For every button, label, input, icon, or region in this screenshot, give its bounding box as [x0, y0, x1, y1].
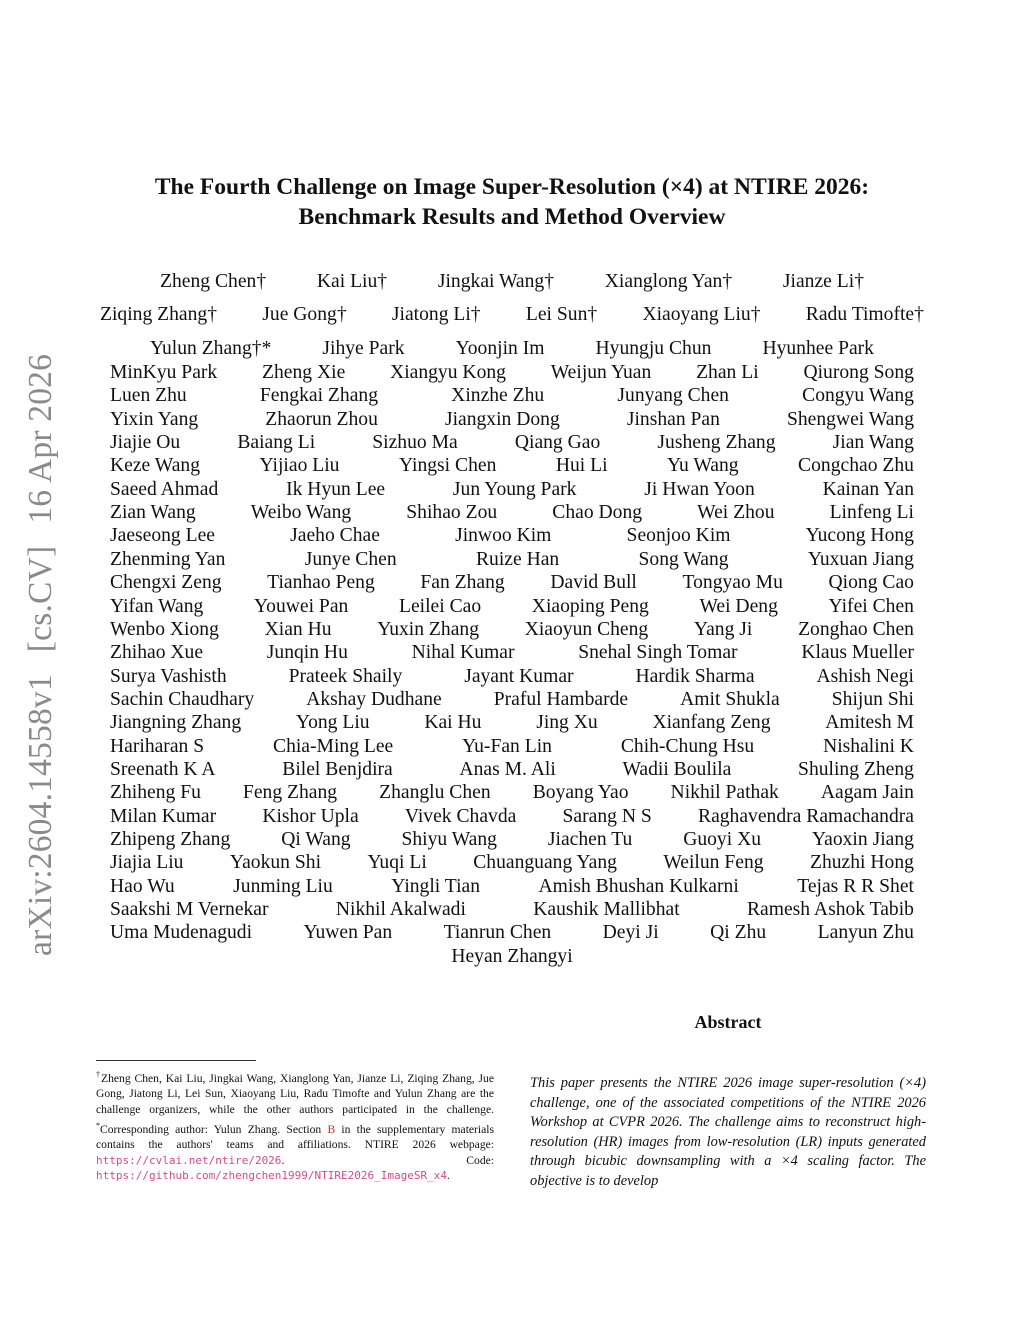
author-name: Seonjoo Kim	[626, 525, 731, 547]
author-name: Qi Zhu	[710, 922, 767, 944]
author-name: Yifan Wang	[110, 595, 204, 617]
author-row	[100, 689, 924, 712]
author-name: Xiaoyang Liu†	[642, 304, 761, 325]
author-name: Shiyu Wang	[401, 829, 497, 850]
author-name: Yixin Yang	[110, 408, 199, 430]
author-name: Qiong Cao	[828, 572, 914, 594]
author-name: Hyungju Chun	[595, 338, 712, 359]
author-name: Jun Young Park	[452, 478, 577, 500]
dagger-mark: †	[96, 1070, 101, 1079]
author-name: Akshay Dudhane	[306, 688, 442, 710]
author-name: Junye Chen	[304, 548, 397, 570]
author-name: Anas M. Ali	[459, 758, 556, 780]
author-name: Shijun Shi	[831, 688, 914, 710]
author-name: David Bull	[550, 572, 637, 594]
author-name: Zhiheng Fu	[110, 782, 201, 804]
author-row	[100, 666, 924, 689]
author-name: Shihao Zou	[406, 502, 498, 524]
author-name: Tejas R R Shet	[797, 875, 914, 897]
author-name: Jian Wang	[832, 432, 914, 454]
author-name: Congchao Zhu	[798, 455, 914, 477]
author-name: Jianze Li†	[782, 271, 864, 292]
author-row	[100, 642, 924, 665]
author-name: Jiangning Zhang	[110, 712, 242, 734]
author-row	[100, 712, 924, 735]
author-name: Ziqing Zhang†	[100, 304, 217, 325]
author-name: Zhanglu Chen	[379, 782, 491, 804]
author-row	[100, 338, 924, 361]
author-name: Wenbo Xiong	[110, 618, 219, 640]
author-name: Zheng Chen†	[160, 271, 267, 292]
title-line-1: The Fourth Challenge on Image Super-Resolution (×4) at NTIRE 2026:	[154, 174, 870, 200]
author-row	[100, 876, 924, 899]
code-link[interactable]: https://github.com/zhengchen1999/NTIRE2026_ImageSR_x4	[96, 1169, 447, 1183]
author-name: Tongyao Mu	[682, 572, 783, 594]
author-name: Sizhuo Ma	[372, 432, 458, 454]
star-mark: *	[96, 1120, 100, 1130]
author-name: Shengwei Wang	[786, 408, 914, 430]
arxiv-category: [cs.CV]	[22, 545, 59, 653]
author-name: Kaushik Mallibhat	[533, 899, 680, 921]
author-name: Raghavendra Ramachandra	[698, 805, 914, 827]
author-name: Chengxi Zeng	[110, 572, 222, 594]
author-name: Zhenming Yan	[110, 548, 226, 570]
author-name: Yucong Hong	[805, 525, 914, 547]
author-name: Nikhil Pathak	[670, 782, 779, 804]
author-name: Yu-Fan Lin	[462, 735, 552, 757]
author-name: Deyi Ji	[602, 922, 659, 944]
author-row	[100, 759, 924, 782]
author-name: Nikhil Akalwadi	[335, 899, 466, 921]
paper-title	[100, 172, 924, 232]
author-row	[100, 479, 924, 502]
author-row	[100, 596, 924, 619]
author-name: Weibo Wang	[250, 502, 352, 524]
author-name: Praful Hambarde	[493, 688, 629, 710]
author-name: Weijun Yuan	[550, 362, 652, 383]
author-name: Jing Xu	[536, 712, 598, 734]
author-name: Baiang Li	[237, 432, 316, 454]
author-name: Chih-Chung Hsu	[620, 735, 755, 757]
author-name: Xiangyu Kong	[390, 362, 506, 383]
author-row	[100, 572, 924, 595]
author-name: Jinshan Pan	[626, 408, 720, 430]
author-name: Jaeseong Lee	[110, 525, 215, 547]
footnote	[96, 1067, 494, 1184]
author-name: Aagam Jain	[820, 782, 914, 804]
author-name: Zonghao Chen	[798, 618, 914, 640]
author-name: Yuxuan Jiang	[807, 548, 914, 570]
author-name: Hyunhee Park	[762, 338, 874, 359]
footnote-organizers: Zheng Chen, Kai Liu, Jingkai Wang, Xianglong Yan, Jianze Li, Ziqing Zhang, Jue Gong, Jiatong Li, Lei Sun, Xiaoyang Liu, Radu Timofte and Yulun Zhang are the challenge organizers, while the other authors participated in the challenge.	[96, 1071, 494, 1117]
author-name: Yong Liu	[295, 712, 370, 734]
author-name: Guoyi Xu	[683, 829, 762, 850]
arxiv-date: 16 Apr 2026	[22, 353, 59, 524]
author-row	[100, 619, 924, 642]
author-name: Chuanguang Yang	[473, 852, 617, 874]
author-name: Chao Dong	[552, 502, 643, 524]
author-row	[100, 899, 924, 922]
author-name: Yoonjin Im	[455, 338, 545, 359]
author-name: Yingli Tian	[391, 875, 481, 897]
author-name: Yingsi Chen	[398, 455, 497, 477]
author-row	[100, 502, 924, 525]
title-line-2: Benchmark Results and Method Overview	[298, 204, 726, 230]
author-name: Yifei Chen	[828, 595, 914, 617]
author-name: Wei Zhou	[697, 502, 775, 524]
author-name: Yijiao Liu	[259, 455, 340, 477]
author-name: Fan Zhang	[420, 572, 505, 594]
author-name: Zhan Li	[696, 362, 759, 383]
author-name: Yang Ji	[693, 618, 753, 640]
author-name: Wei Deng	[699, 595, 778, 617]
author-name: Leilei Cao	[398, 595, 482, 617]
author-name: Radu Timofte†	[805, 304, 924, 325]
author-row	[100, 525, 924, 548]
author-name: Xiaoyun Cheng	[524, 618, 649, 640]
author-name: Luen Zhu	[110, 385, 187, 407]
footnote-end: .	[447, 1169, 450, 1183]
author-name: Sreenath K A	[110, 758, 216, 780]
author-row	[100, 829, 924, 852]
author-name: Saakshi M Vernekar	[110, 899, 269, 921]
author-name: Ik Hyun Lee	[286, 478, 386, 500]
arxiv-id: arXiv:2604.14558v1	[22, 674, 59, 956]
author-row	[100, 304, 924, 327]
author-name: Saeed Ahmad	[110, 478, 219, 500]
author-name: Vivek Chavda	[404, 805, 517, 827]
author-name: Hao Wu	[110, 875, 175, 897]
author-name: Zhaorun Zhou	[265, 408, 378, 430]
author-name: Zhihao Xue	[110, 642, 204, 664]
author-name: Sachin Chaudhary	[110, 688, 255, 710]
author-name: Xianglong Yan†	[604, 271, 733, 292]
author-name: Jiachen Tu	[547, 829, 633, 850]
author-name: Jiangxin Dong	[444, 408, 560, 430]
author-row	[100, 922, 924, 945]
author-name: Amitesh M	[825, 712, 914, 734]
author-name: Wadii Boulila	[622, 758, 732, 780]
author-row	[100, 409, 924, 432]
author-name: Feng Zhang	[242, 782, 338, 804]
arxiv-stamp	[22, 354, 60, 956]
author-name: Amit Shukla	[680, 688, 780, 710]
author-name: Congyu Wang	[802, 385, 914, 407]
author-name: Surya Vashisth	[110, 665, 227, 687]
author-row	[100, 852, 924, 875]
author-name: Xiaoping Peng	[531, 595, 649, 617]
author-name: Tianhao Peng	[267, 572, 375, 594]
author-name: Amish Bhushan Kulkarni	[538, 875, 739, 897]
author-name: Jayant Kumar	[464, 665, 574, 687]
author-name: Boyang Yao	[532, 782, 629, 804]
footnote-code-label: . Code:	[281, 1153, 494, 1167]
author-name: Kai Liu†	[316, 271, 388, 292]
section-b-link[interactable]: B	[327, 1122, 336, 1136]
author-name: Jiatong Li†	[391, 304, 481, 325]
author-name: Jusheng Zhang	[657, 432, 776, 454]
author-name: Xian Hu	[264, 618, 332, 640]
author-name: Jinwoo Kim	[455, 525, 552, 547]
author-name: Jingkai Wang†	[437, 271, 555, 292]
author-name: Ramesh Ashok Tabib	[746, 899, 914, 921]
webpage-link[interactable]: https://cvlai.net/ntire/2026	[96, 1153, 282, 1167]
author-name: Yu Wang	[667, 455, 739, 477]
author-name: Bilel Benjdira	[282, 758, 393, 780]
author-name: Hui Li	[555, 455, 608, 477]
author-name: Milan Kumar	[110, 805, 217, 827]
author-name: Zhipeng Zhang	[110, 829, 231, 850]
author-row	[100, 271, 924, 294]
author-name: Kainan Yan	[822, 478, 914, 500]
author-name: Nihal Kumar	[411, 642, 515, 664]
author-name: MinKyu Park	[110, 362, 218, 383]
author-name: Youwei Pan	[253, 595, 349, 617]
author-name: Zhuzhi Hong	[810, 852, 914, 874]
author-row	[100, 455, 924, 478]
author-name: Song Wang	[638, 548, 729, 570]
author-name: Chia-Ming Lee	[273, 735, 394, 757]
author-name: Yuqi Li	[367, 852, 427, 874]
author-name: Xianfang Zeng	[652, 712, 771, 734]
author-name: Junyang Chen	[617, 385, 729, 407]
author-name: Yuwen Pan	[303, 922, 393, 944]
author-name: Yulun Zhang†*	[150, 338, 272, 359]
author-name: Lei Sun†	[525, 304, 598, 325]
author-name: Ruize Han	[475, 548, 560, 570]
author-name: Qiurong Song	[803, 362, 914, 383]
author-row	[100, 362, 924, 385]
author-name: Ji Hwan Yoon	[644, 478, 755, 500]
author-name: Yaokun Shi	[229, 852, 322, 874]
author-name: Kai Hu	[424, 712, 482, 734]
author-row	[100, 782, 924, 805]
author-name: Jiajie Ou	[110, 432, 181, 454]
author-name: Junqin Hu	[266, 642, 348, 664]
author-name: Ashish Negi	[816, 665, 914, 687]
author-name: Tianrun Chen	[443, 922, 552, 944]
author-name: Prateek Shaily	[288, 665, 403, 687]
author-name: Jiajia Liu	[110, 852, 184, 874]
footnote-affiliations: in the supplementary materials contains the authors' teams and affiliations. NTIRE 2026 webpage:	[96, 1122, 495, 1152]
author-name: Jaeho Chae	[290, 525, 380, 547]
author-name: Weilun Feng	[663, 852, 764, 874]
author-name: Yaoxin Jiang	[811, 829, 914, 850]
author-name: Lanyun Zhu	[817, 922, 914, 944]
author-name: Uma Mudenagudi	[110, 922, 253, 944]
author-name: Hariharan S	[110, 735, 205, 757]
author-name: Snehal Singh Tomar	[578, 642, 738, 664]
footnote-corresponding: Corresponding author: Yulun Zhang. Section	[100, 1122, 322, 1136]
author-name: Junming Liu	[233, 875, 333, 897]
author-name: Yuxin Zhang	[377, 618, 479, 640]
author-row	[100, 806, 924, 829]
author-name: Klaus Mueller	[801, 642, 914, 664]
author-name: Qiang Gao	[514, 432, 601, 454]
author-row	[100, 946, 924, 969]
abstract-heading: Abstract	[694, 1012, 762, 1032]
author-name: Zheng Xie	[262, 362, 346, 383]
author-name: Xinzhe Zhu	[451, 385, 545, 407]
author-name: Heyan Zhangyi	[451, 945, 573, 967]
author-row	[100, 736, 924, 759]
author-name: Qi Wang	[281, 829, 351, 850]
author-name: Kishor Upla	[262, 805, 359, 827]
author-name: Nishalini K	[823, 735, 914, 757]
author-name: Shuling Zheng	[798, 758, 914, 780]
author-name: Sarang N S	[562, 805, 652, 827]
author-name: Keze Wang	[110, 455, 200, 477]
author-name: Linfeng Li	[829, 502, 914, 524]
abstract-text: This paper presents the NTIRE 2026 image super-resolution (×4) challenge, one of the associated competitions of the NTIRE 2026 Workshop at CVPR 2026. The challenge aims to reconstruct high-resolution (HR) images from low-resolution (LR) inputs generated through bicubic downsampling with a ×4 scaling factor. The objective is to develop	[530, 1075, 926, 1189]
author-row	[100, 432, 924, 455]
author-name: Fengkai Zhang	[259, 385, 378, 407]
author-name: Jihye Park	[322, 338, 405, 359]
author-row	[100, 385, 924, 408]
author-name: Hardik Sharma	[635, 665, 755, 687]
author-name: Zian Wang	[110, 502, 196, 524]
footnote-rule	[96, 1060, 256, 1061]
author-name: Jue Gong†	[262, 304, 347, 325]
author-row	[100, 549, 924, 572]
